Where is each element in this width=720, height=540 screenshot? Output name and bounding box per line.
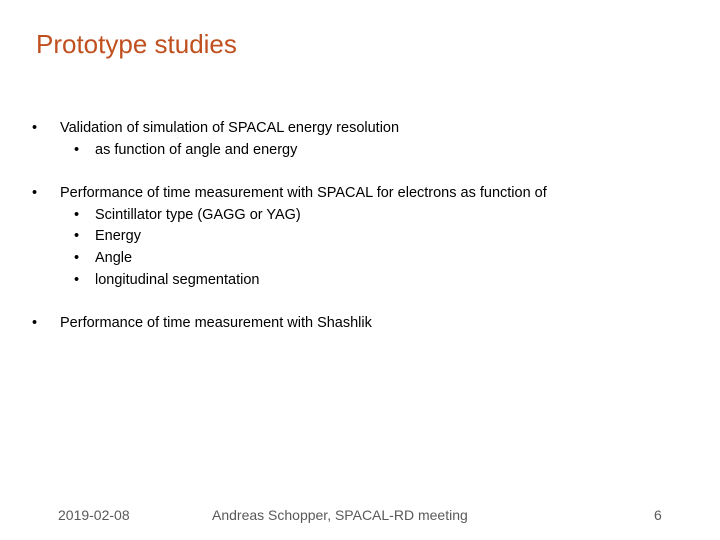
sub-bullet-marker: • bbox=[74, 272, 80, 288]
bullet-2-sub-2-text: Energy bbox=[95, 228, 141, 244]
sub-bullet-marker: • bbox=[74, 250, 80, 266]
footer-presenter: Andreas Schopper, SPACAL-RD meeting bbox=[212, 507, 468, 523]
bullet-2-sub-3 bbox=[74, 248, 133, 268]
footer-date: 2019-02-08 bbox=[58, 507, 130, 523]
bullet-2-sub-3-text: Angle bbox=[95, 250, 133, 266]
bullet-1-sub-1-text: as function of angle and energy bbox=[95, 142, 298, 158]
bullet-2-sub-1-text: Scintillator type (GAGG or YAG) bbox=[95, 207, 301, 223]
bullet-3 bbox=[32, 313, 372, 333]
slide-title: Prototype studies bbox=[36, 29, 237, 59]
footer-page-number: 6 bbox=[654, 507, 662, 523]
bullet-2-sub-4-text: longitudinal segmentation bbox=[95, 272, 260, 288]
sub-bullet-marker: • bbox=[74, 207, 80, 223]
bullet-1-sub-1 bbox=[74, 140, 298, 160]
bullet-2-sub-4 bbox=[74, 270, 260, 290]
bullet-1 bbox=[32, 118, 400, 138]
bullet-marker: • bbox=[32, 315, 38, 331]
bullet-3-text: Performance of time measurement with Shashlik bbox=[60, 315, 372, 331]
bullet-2-sub-1 bbox=[74, 205, 301, 225]
sub-bullet-marker: • bbox=[74, 228, 80, 244]
bullet-2-text: Performance of time measurement with SPACAL for electrons as function of bbox=[60, 185, 547, 201]
bullet-marker: • bbox=[32, 120, 38, 136]
bullet-1-text: Validation of simulation of SPACAL energy resolution bbox=[60, 120, 400, 136]
bullet-2 bbox=[32, 183, 547, 203]
sub-bullet-marker: • bbox=[74, 142, 80, 158]
bullet-marker: • bbox=[32, 185, 38, 201]
bullet-2-sub-2 bbox=[74, 226, 141, 246]
